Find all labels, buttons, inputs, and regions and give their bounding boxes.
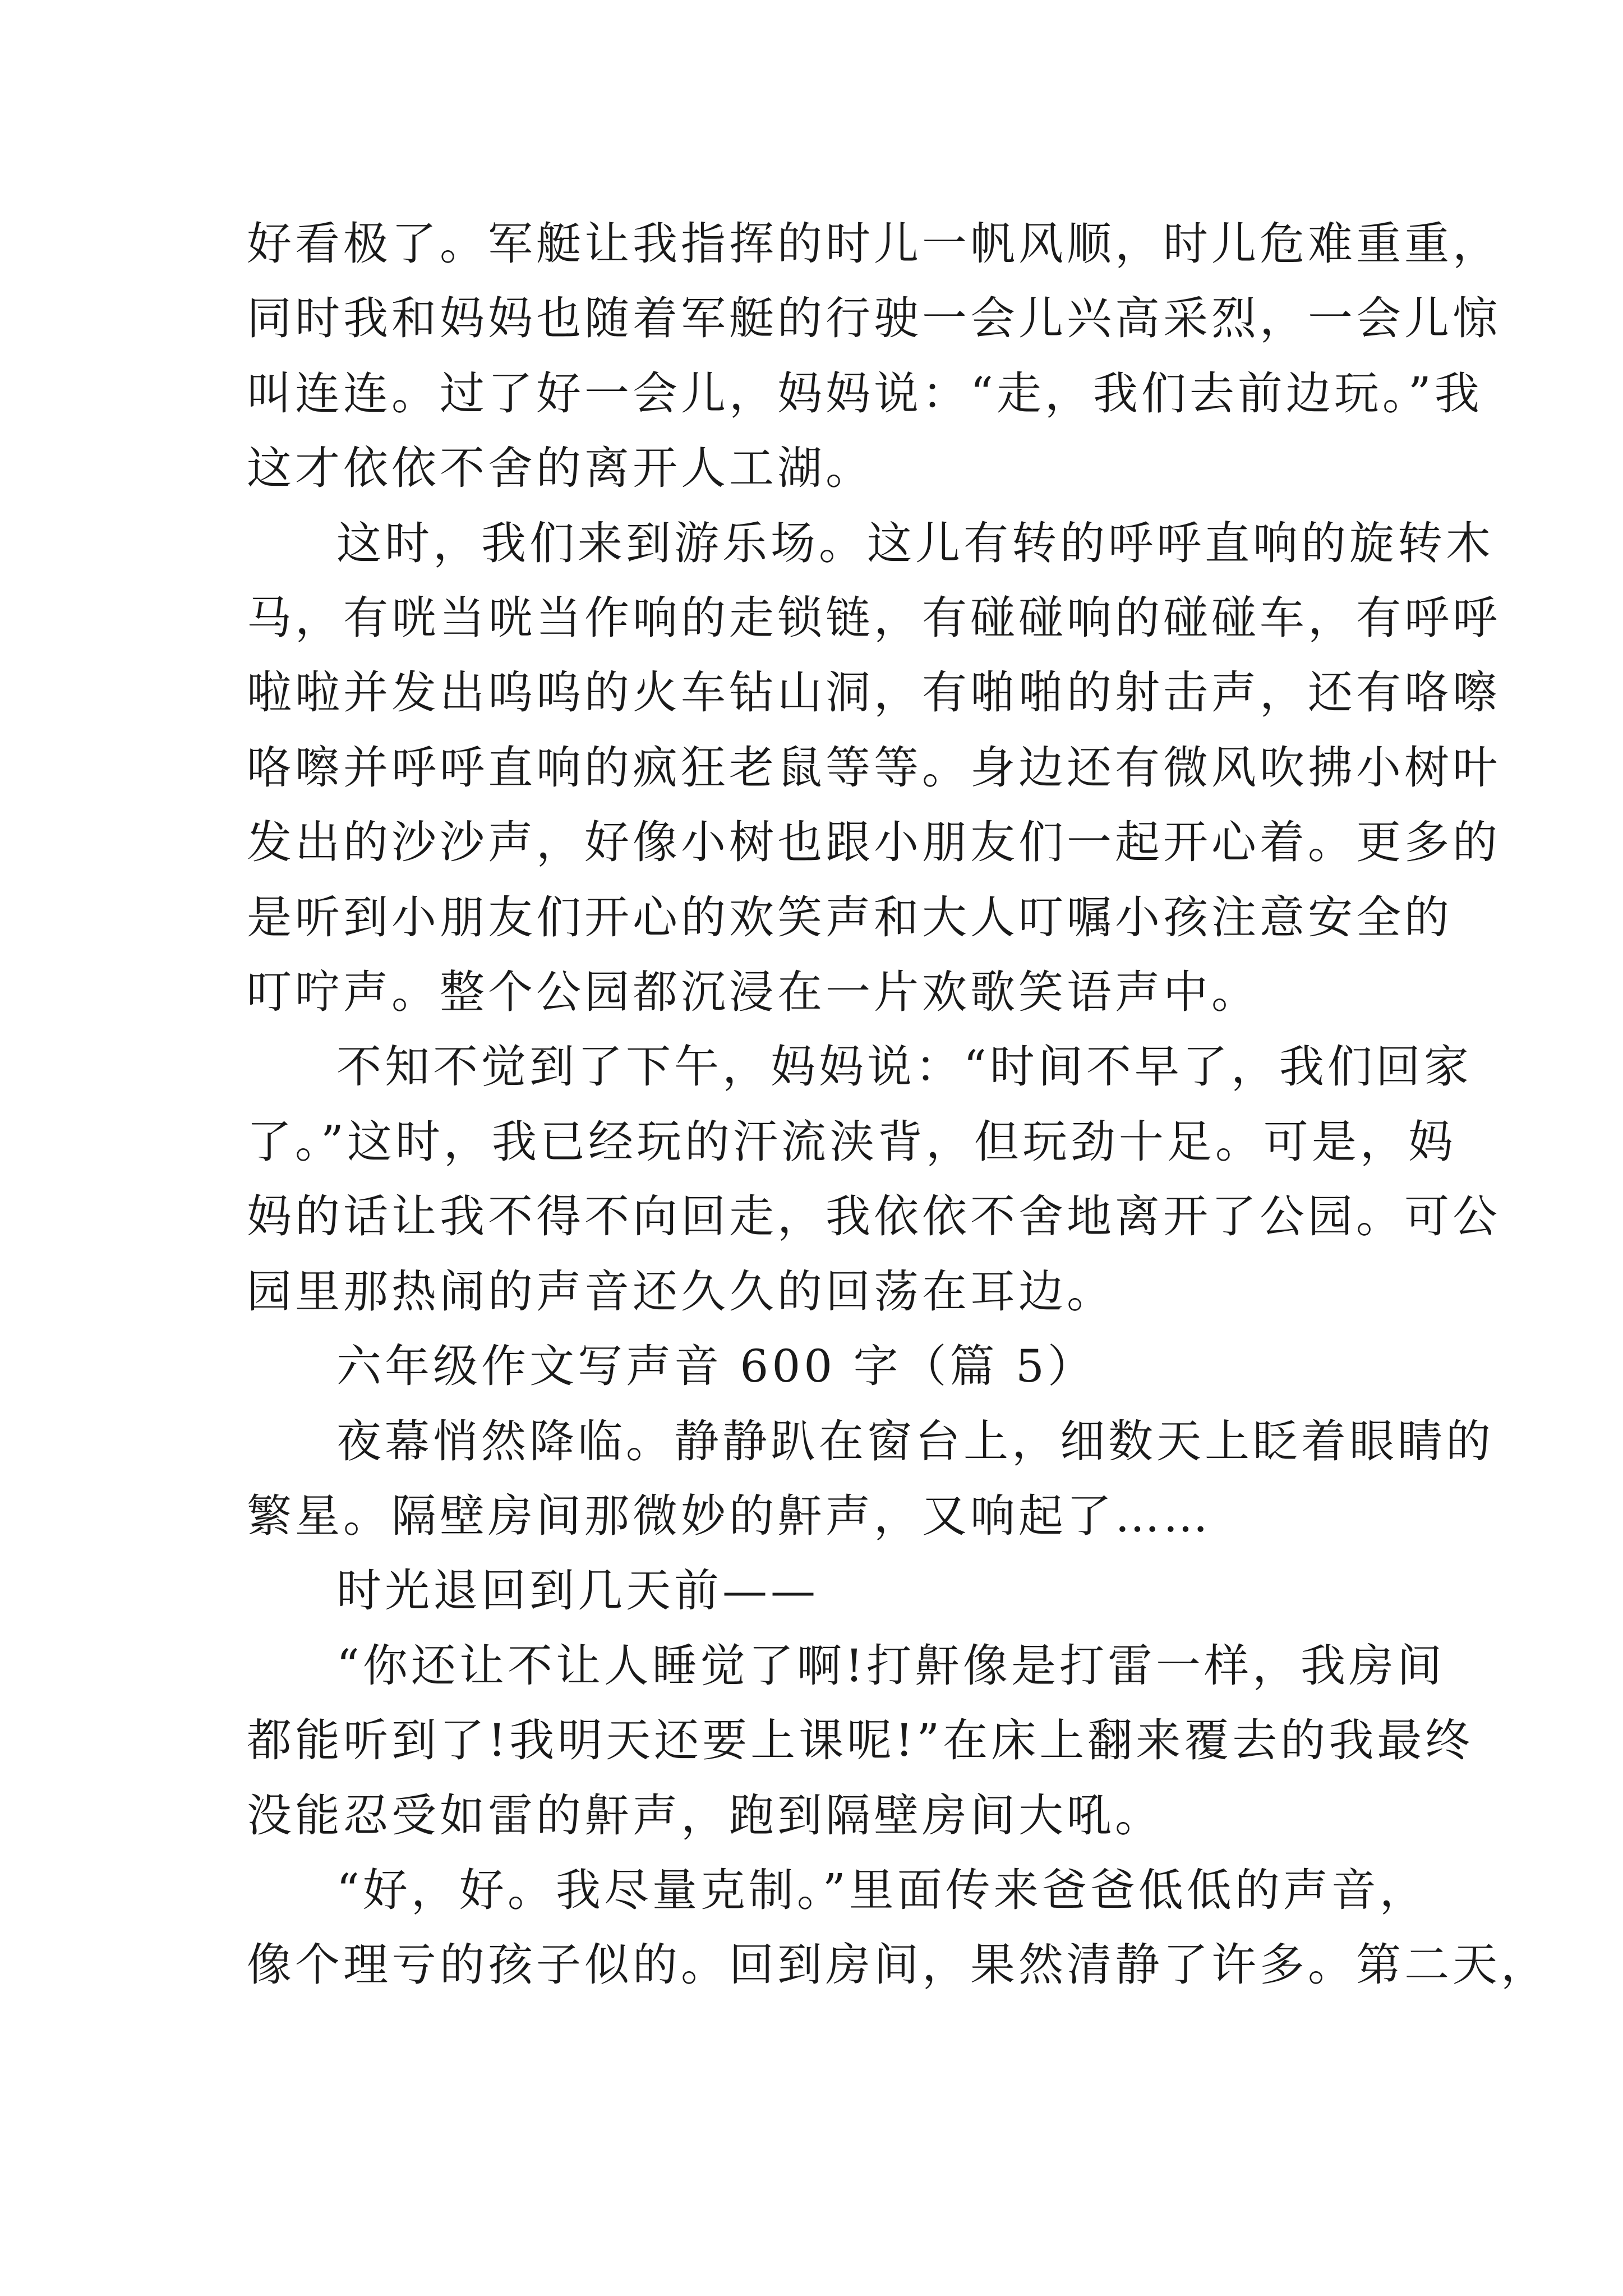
section-heading [247, 1329, 1389, 1404]
text-line: 像个理亏的孩子似的。回到房间，果然清静了许多。第二天， [247, 1939, 1549, 1991]
text-line: 这时，我们来到游乐场。这儿有转的呼呼直响的旋转木 [336, 517, 1494, 569]
text-line: 妈的话让我不得不向回走，我依依不舍地离开了公园。可公 [247, 1190, 1501, 1243]
text-line: 好看极了。军艇让我指挥的时儿一帆风顺，时儿危难重重， [247, 218, 1501, 270]
heading-line: 六年级作文写声音 600 字（篇 5） [336, 1340, 1096, 1393]
text-line: 这才依依不舍的离开人工湖。 [247, 442, 874, 495]
text-line: 咯嚓并呼呼直响的疯狂老鼠等等。身边还有微风吹拂小树叶 [247, 741, 1501, 794]
text-line: 马，有咣当咣当作响的走锁链，有碰碰响的碰碰车，有呼呼 [247, 592, 1501, 645]
paragraph-8 [247, 1853, 1549, 2003]
paragraph-5 [247, 1404, 1494, 1554]
text-line: 时光退回到几天前—— [336, 1565, 819, 1617]
text-line: 了。”这时，我已经玩的汗流浃背，但玩劲十足。可是，妈 [247, 1115, 1456, 1168]
text-line: 园里那热闹的声音还久久的回荡在耳边。 [247, 1265, 1115, 1318]
paragraph-6 [247, 1553, 1389, 1628]
text-line: 是听到小朋友们开心的欢笑声和大人叮嘱小孩注意安全的 [247, 891, 1453, 944]
text-line: 叫连连。过了好一会儿，妈妈说：“走，我们去前边玩。”我 [247, 367, 1483, 420]
paragraph-7 [247, 1628, 1474, 1853]
text-line: “好，好。我尽量克制。”里面传来爸爸低低的声音， [336, 1864, 1428, 1916]
document-body [247, 206, 1549, 2003]
text-line: “你还让不让人睡觉了啊!打鼾像是打雷一样，我房间 [336, 1639, 1446, 1692]
text-line: 没能忍受如雷的鼾声，跑到隔壁房间大吼。 [247, 1789, 1163, 1842]
text-line: 不知不觉到了下午，妈妈说：“时间不早了，我们回家 [336, 1041, 1472, 1093]
text-line: 发出的沙沙声，好像小树也跟小朋友们一起开心着。更多的 [247, 816, 1501, 869]
text-line: 啦啦并发出呜呜的火车钻山洞，有啪啪的射击声，还有咯嚓 [247, 666, 1501, 719]
text-line: 夜幕悄然降临。静静趴在窗台上，细数天上眨着眼睛的 [336, 1415, 1494, 1467]
paragraph-3 [247, 1029, 1501, 1329]
paragraph-2 [247, 506, 1501, 1030]
text-line: 繁星。隔壁房间那微妙的鼾声，又响起了…… [247, 1489, 1211, 1542]
text-line: 同时我和妈妈也随着军艇的行驶一会儿兴高采烈，一会儿惊 [247, 292, 1501, 345]
paragraph-1 [247, 206, 1501, 506]
text-line: 都能听到了!我明天还要上课呢!”在床上翻来覆去的我最终 [247, 1714, 1474, 1767]
text-line: 叮咛声。整个公园都沉浸在一片欢歌笑语声中。 [247, 966, 1260, 1019]
